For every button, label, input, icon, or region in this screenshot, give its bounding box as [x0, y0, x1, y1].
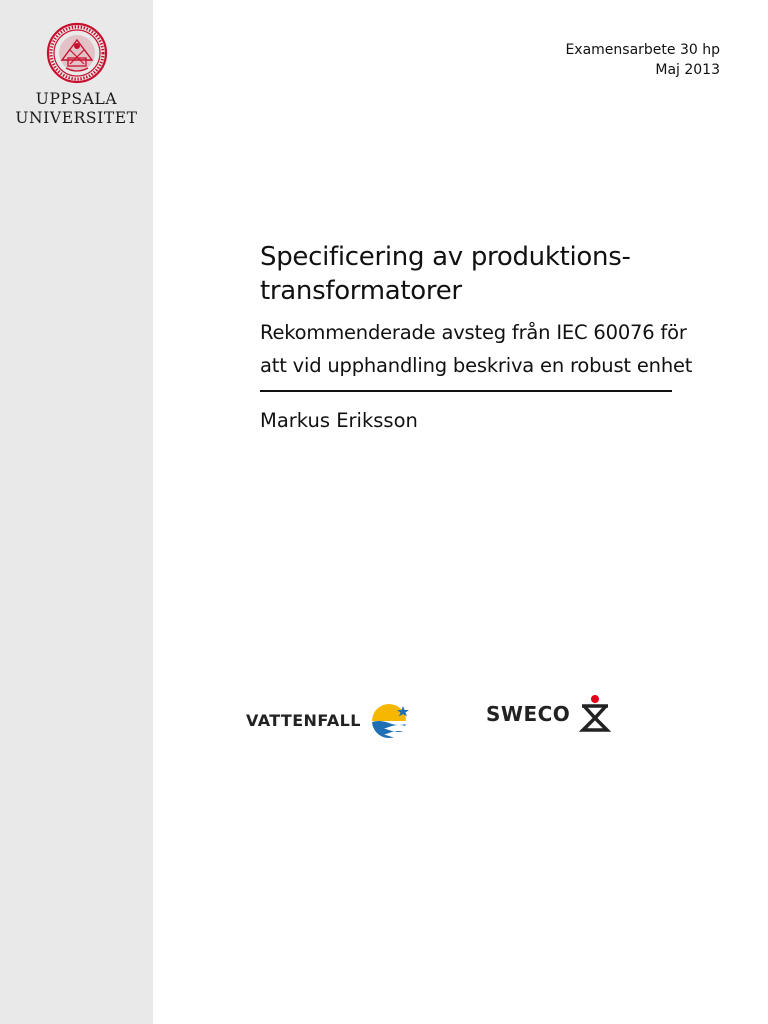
university-name-line1: UPPSALA: [35, 90, 118, 108]
thesis-meta: [565, 40, 720, 80]
sidebar-panel: [0, 0, 153, 1024]
vattenfall-wordmark: VATTENFALL: [246, 710, 361, 730]
document-subtitle: [260, 316, 730, 382]
title-divider: [260, 390, 672, 392]
subtitle-line2: att vid upphandling beskriva en robust enhet: [260, 354, 693, 377]
vattenfall-logo: [246, 700, 413, 740]
sweco-symbol-icon: [574, 694, 614, 734]
author-name: Markus Eriksson: [260, 409, 418, 432]
sweco-wordmark: SWECO: [486, 702, 571, 726]
university-name-line2: UNIVERSITET: [15, 109, 138, 127]
university-seal-icon: [46, 22, 108, 84]
date-label: Maj 2013: [655, 62, 720, 78]
title-line2: transformatorer: [260, 276, 462, 306]
vattenfall-sun-wave-icon: [369, 700, 413, 740]
degree-label: Examensarbete 30 hp: [565, 42, 720, 58]
sweco-logo: [486, 694, 614, 734]
uppsala-university-logo: [0, 22, 153, 128]
subtitle-line1: Rekommenderade avsteg från IEC 60076 för: [260, 321, 687, 344]
document-title: [260, 240, 730, 308]
title-line1: Specificering av produktions-: [260, 242, 631, 272]
